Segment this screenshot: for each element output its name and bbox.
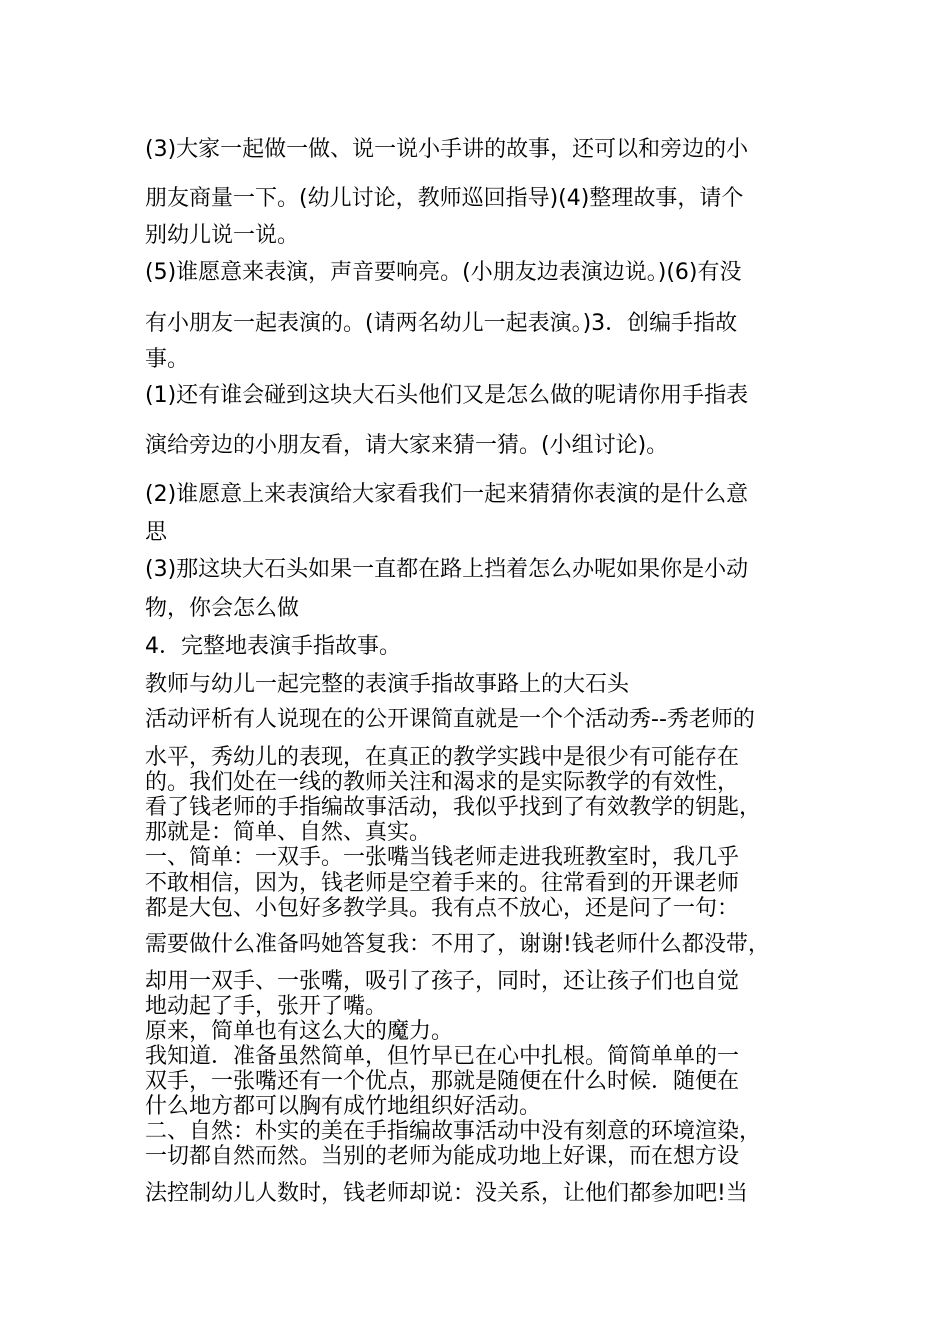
- text-line: 看了钱老师的手指编故事活动，我似乎找到了有效教学的钥匙，: [145, 795, 762, 820]
- text-line: (2)谁愿意上来表演给大家看我们一起来猜猜你表演的是什么意: [145, 482, 749, 507]
- text-line: 水平，秀幼儿的表现，在真正的教学实践中是很少有可能存在: [145, 745, 740, 770]
- text-line: 演给旁边的小朋友看，请大家来猜一猜。(小组讨论)。: [145, 433, 669, 458]
- text-line: 那就是：简单、自然、真实。: [145, 820, 432, 845]
- text-line: 法控制幼儿人数时，钱老师却说：没关系，让他们都参加吧!当: [145, 1181, 748, 1206]
- text-line: (3)大家一起做一做、说一说小手讲的故事，还可以和旁边的小: [145, 137, 749, 162]
- text-line: 教师与幼儿一起完整的表演手指故事路上的大石头: [145, 672, 630, 697]
- text-line: 朋友商量一下。(幼儿讨论，教师巡回指导)(4)整理故事，请个: [145, 186, 744, 211]
- text-line: (3)那这块大石头如果一直都在路上挡着怎么办呢如果你是小动: [145, 557, 749, 582]
- text-line: 都是大包、小包好多教学具。我有点不放心，还是问了一句：: [145, 896, 740, 921]
- text-line: 事。: [145, 347, 190, 372]
- text-line: 物，你会怎么做: [145, 596, 300, 621]
- text-line: (5)谁愿意来表演，声音要响亮。(小朋友边表演边说。)(6)有没: [145, 260, 742, 285]
- text-line: 别幼儿说一说。: [145, 223, 300, 248]
- text-line: 的。我们处在一线的教师关注和渴求的是实际教学的有效性，: [145, 770, 740, 795]
- text-line: 有小朋友一起表演的。(请两名幼儿一起表演。)3．创编手指故: [145, 311, 738, 336]
- text-line: 思: [145, 520, 168, 545]
- text-line: 我知道．准备虽然简单，但竹早已在心中扎根。简简单单的一: [145, 1044, 740, 1069]
- text-line: 双手，一张嘴还有一个优点，那就是随便在什么时候．随便在: [145, 1069, 740, 1094]
- text-line: 活动评析有人说现在的公开课简直就是一个个活动秀--秀老师的: [145, 707, 755, 732]
- text-line: 原来，简单也有这么大的魔力。: [145, 1019, 454, 1044]
- text-line: 却用一双手、一张嘴，吸引了孩子，同时，还让孩子们也自觉: [145, 969, 740, 994]
- text-line: 需要做什么准备吗她答复我：不用了，谢谢!钱老师什么都没带，: [145, 932, 770, 957]
- text-line: 地动起了手，张开了嘴。: [145, 994, 388, 1019]
- text-line: 什么地方都可以胸有成竹地组织好活动。: [145, 1094, 542, 1119]
- text-line: 一切都自然而然。当别的老师为能成功地上好课，而在想方设: [145, 1144, 740, 1169]
- text-line: 4．完整地表演手指故事。: [145, 634, 401, 659]
- text-line: (1)还有谁会碰到这块大石头他们又是怎么做的呢请你用手指表: [145, 383, 749, 408]
- text-line: 不敢相信，因为，钱老师是空着手来的。往常看到的开课老师: [145, 871, 740, 896]
- text-line: 一、简单：一双手。一张嘴当钱老师走进我班教室时，我几乎: [145, 845, 740, 870]
- text-line: 二、自然：朴实的美在手指编故事活动中没有刻意的环境渲染，: [145, 1119, 762, 1144]
